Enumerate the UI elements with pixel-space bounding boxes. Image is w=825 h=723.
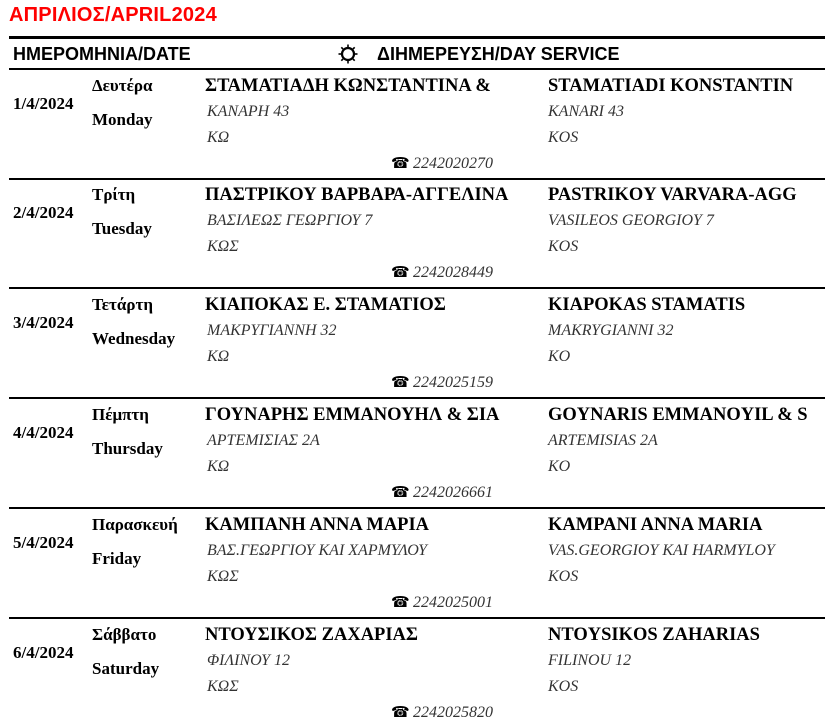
entry-day-greek: Παρασκευή [92, 515, 178, 534]
entry-day-english: Monday [92, 110, 153, 129]
entry-day-english: Friday [92, 549, 142, 568]
phone-line [391, 263, 493, 282]
address-english: VASILEOS GEORGIOY 7 [548, 212, 714, 229]
sun-icon [338, 44, 358, 64]
entry-date: 5/4/2024 [13, 533, 74, 552]
address-greek: ΑΡΤΕΜΙΣΙΑΣ 2Α [207, 432, 320, 449]
address-greek: ΒΑΣ.ΓΕΩΡΓΙΟΥ ΚΑΙ ΧΑΡΜΥΛΟΥ [207, 542, 428, 559]
row-divider [9, 68, 825, 70]
date-column-header: ΗΜΕΡΟΜΗΝΙΑ/DATE [13, 44, 191, 64]
entry-day-greek: Δευτέρα [92, 76, 153, 95]
city-english: KOS [548, 238, 579, 255]
row-divider [9, 507, 825, 509]
entry-date: 3/4/2024 [13, 313, 74, 332]
pharmacy-name-greek: ΚΑΜΠΑΝΗ ΑΝΝΑ ΜΑΡΙΑ [205, 515, 430, 535]
city-english: KOS [548, 678, 579, 695]
entry-day-greek: Σάββατο [92, 625, 157, 644]
phone-number: 2242028449 [413, 264, 493, 281]
duty-entry [0, 181, 825, 291]
phone-line [391, 154, 493, 173]
phone-number: 2242025820 [413, 704, 493, 721]
city-english: KO [548, 348, 571, 365]
duty-entry [0, 401, 825, 511]
phone-icon: ☎ [391, 263, 410, 281]
entry-date: 6/4/2024 [13, 643, 74, 662]
row-divider [9, 397, 825, 399]
city-greek: ΚΩΣ [207, 568, 239, 585]
address-english: KANARI 43 [548, 103, 624, 120]
address-english: MAKRYGIANNI 32 [548, 322, 674, 339]
entry-day-english: Thursday [92, 439, 163, 458]
entry-day-greek: Τετάρτη [92, 295, 153, 314]
city-greek: ΚΩΣ [207, 238, 239, 255]
address-english: ARTEMISIAS 2A [548, 432, 658, 449]
address-greek: ΚΑΝΑΡΗ 43 [207, 103, 290, 120]
phone-icon: ☎ [391, 703, 410, 721]
pharmacy-name-english: STAMATIADI KONSTANTIN [548, 76, 794, 96]
phone-number: 2242026661 [413, 484, 493, 501]
pharmacy-name-english: NTOYSIKOS ZAHARIAS [548, 625, 760, 645]
duty-entry [0, 511, 825, 621]
header-top-rule [9, 36, 825, 39]
phone-icon: ☎ [391, 483, 410, 501]
phone-icon: ☎ [391, 154, 410, 172]
entry-day-greek: Πέμπτη [92, 405, 149, 424]
entry-date: 1/4/2024 [13, 94, 74, 113]
pharmacy-name-greek: ΝΤΟΥΣΙΚΟΣ ΖΑΧΑΡΙΑΣ [205, 625, 419, 645]
city-english: KO [548, 458, 571, 475]
entry-day-greek: Τρίτη [92, 185, 136, 204]
row-divider [9, 617, 825, 619]
entry-day-english: Tuesday [92, 219, 152, 238]
phone-line [391, 703, 493, 722]
address-english: FILINOU 12 [548, 652, 632, 669]
city-english: KOS [548, 568, 579, 585]
pharmacy-name-english: KIAPOKAS STAMATIS [548, 295, 746, 315]
duty-entry [0, 291, 825, 401]
duty-entry [0, 621, 825, 723]
city-greek: ΚΩ [207, 348, 230, 365]
pharmacy-name-greek: ΠΑΣΤΡΙΚΟΥ ΒΑΡΒΑΡΑ-ΑΓΓΕΛΙΝΑ [205, 185, 509, 205]
entry-day-english: Saturday [92, 659, 160, 678]
city-greek: ΚΩ [207, 458, 230, 475]
service-column-header: ΔΙΗΜΕΡΕΥΣΗ/DAY SERVICE [377, 44, 620, 64]
pharmacy-name-english: PASTRIKOY VARVARA-AGG [548, 185, 797, 205]
page-title: ΑΠΡΙΛΙΟΣ/APRIL2024 [9, 4, 217, 26]
phone-line [391, 373, 493, 392]
entry-day-english: Wednesday [92, 329, 176, 348]
phone-number: 2242025159 [413, 374, 493, 391]
city-english: KOS [548, 129, 579, 146]
phone-line [391, 483, 493, 502]
entry-date: 2/4/2024 [13, 203, 74, 222]
address-english: VAS.GEORGIOY KAI HARMYLOY [548, 542, 775, 559]
pharmacy-name-english: KAMPANI ANNA MARIA [548, 515, 763, 535]
entry-date: 4/4/2024 [13, 423, 74, 442]
row-divider [9, 178, 825, 180]
pharmacy-name-greek: ΓΟΥΝΑΡΗΣ ΕΜΜΑΝΟΥΗΛ & ΣΙΑ [205, 405, 500, 425]
address-greek: ΦΙΛΙΝΟΥ 12 [207, 652, 290, 669]
row-divider [9, 287, 825, 289]
phone-number: 2242020270 [413, 155, 493, 172]
city-greek: ΚΩ [207, 129, 230, 146]
address-greek: ΜΑΚΡΥΓΙΑΝΝΗ 32 [207, 322, 337, 339]
city-greek: ΚΩΣ [207, 678, 239, 695]
phone-number: 2242025001 [413, 594, 493, 611]
pharmacy-name-greek: ΚΙΑΠΟΚΑΣ Ε. ΣΤΑΜΑΤΙΟΣ [205, 295, 446, 315]
pharmacy-name-english: GOYNARIS EMMANOYIL & S [548, 405, 808, 425]
duty-entry [0, 72, 825, 182]
phone-icon: ☎ [391, 593, 410, 611]
address-greek: ΒΑΣΙΛΕΩΣ ΓΕΩΡΓΙΟΥ 7 [207, 212, 373, 229]
pharmacy-name-greek: ΣΤΑΜΑΤΙΑΔΗ ΚΩΝΣΤΑΝΤΙΝΑ & [205, 76, 491, 96]
phone-line [391, 593, 493, 612]
phone-icon: ☎ [391, 373, 410, 391]
